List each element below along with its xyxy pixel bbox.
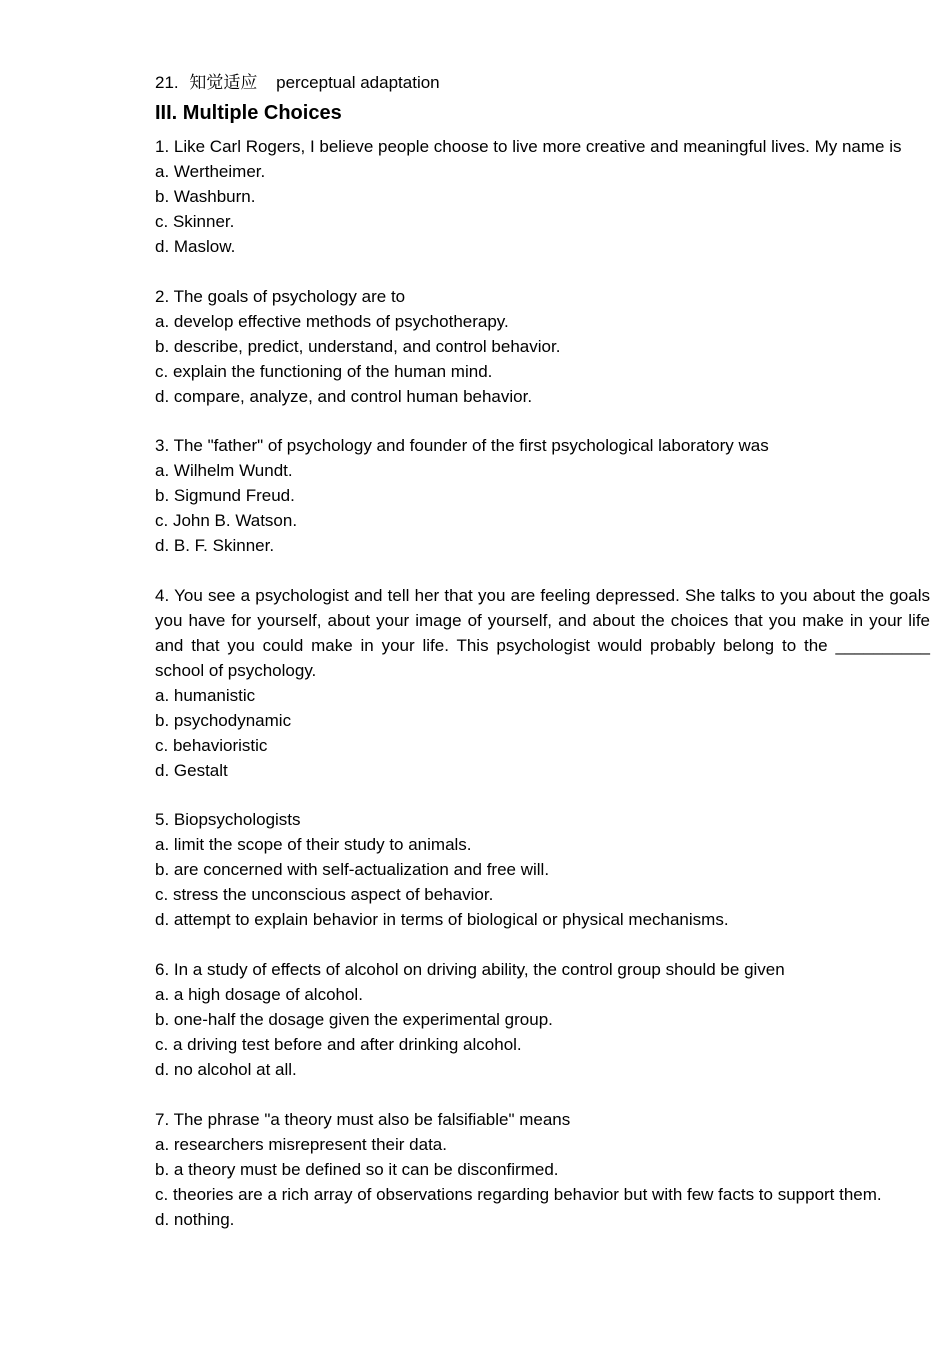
vocab-number: 21. — [155, 73, 179, 92]
vocab-english-term: perceptual adaptation — [276, 73, 440, 92]
option-c: c. theories are a rich array of observations regarding behavior but with few facts to support them. — [155, 1184, 882, 1204]
option-a: a. humanistic — [155, 685, 256, 705]
option-c: c. explain the functioning of the human mind. — [155, 361, 493, 381]
document-page — [155, 71, 930, 1256]
option-b: b. psychodynamic — [155, 710, 292, 730]
option-d: d. attempt to explain behavior in terms of biological or physical mechanisms. — [155, 910, 729, 930]
option-a: a. develop effective methods of psychotherapy. — [155, 311, 509, 331]
option-a: a. Wilhelm Wundt. — [155, 461, 293, 481]
option-a: a. Wertheimer. — [155, 162, 266, 181]
question-stem: 7. The phrase "a theory must also be falsifiable" means — [155, 1109, 571, 1129]
option-c: c. a driving test before and after drinking alcohol. — [155, 1034, 522, 1054]
option-a: a. researchers misrepresent their data. — [155, 1134, 447, 1154]
option-b: b. Washburn. — [155, 187, 256, 206]
option-d: d. nothing. — [155, 1209, 235, 1229]
option-a: a. a high dosage of alcohol. — [155, 984, 363, 1004]
option-c: c. John B. Watson. — [155, 511, 298, 531]
question-2 — [155, 284, 930, 409]
question-stem: 3. The "father" of psychology and founder of the first psychological laboratory was — [155, 436, 769, 456]
option-c: c. stress the unconscious aspect of behavior. — [155, 885, 494, 905]
option-d: d. compare, analyze, and control human behavior. — [155, 386, 533, 406]
question-7 — [155, 1107, 930, 1232]
question-stem: 2. The goals of psychology are to — [155, 286, 406, 306]
option-d: d. no alcohol at all. — [155, 1059, 297, 1079]
vocab-item-21 — [155, 71, 930, 95]
option-b: b. describe, predict, understand, and control behavior. — [155, 336, 561, 356]
question-6 — [155, 957, 930, 1082]
question-3 — [155, 433, 930, 558]
question-stem: 6. In a study of effects of alcohol on driving ability, the control group should be given — [155, 959, 785, 979]
option-c: c. Skinner. — [155, 212, 235, 231]
option-b: b. are concerned with self-actualization and free will. — [155, 860, 550, 880]
section-heading: III. Multiple Choices — [155, 102, 342, 124]
question-stem: 4. You see a psychologist and tell her that you are feeling depressed. She talks to you about the goals you have for yourself, about your image of yourself, and about the choices that you make in your life and that you could make in your life. This psychologist would probably belong to the __________ school of psychology. — [155, 585, 930, 680]
option-a: a. limit the scope of their study to animals. — [155, 835, 472, 855]
option-c: c. behavioristic — [155, 735, 268, 755]
question-stem: 1. Like Carl Rogers, I believe people choose to live more creative and meaningful lives. My name is — [155, 137, 902, 156]
option-d: d. B. F. Skinner. — [155, 536, 275, 556]
option-b: b. one-half the dosage given the experimental group. — [155, 1009, 553, 1029]
option-d: d. Gestalt — [155, 760, 228, 780]
option-b: b. a theory must be defined so it can be disconfirmed. — [155, 1159, 559, 1179]
option-d: d. Maslow. — [155, 237, 236, 256]
question-4 — [155, 583, 930, 783]
option-b: b. Sigmund Freud. — [155, 486, 295, 506]
vocab-chinese-term: 知觉适应 — [189, 73, 258, 92]
question-5 — [155, 807, 930, 932]
question-1 — [155, 134, 930, 259]
question-stem: 5. Biopsychologists — [155, 810, 301, 830]
